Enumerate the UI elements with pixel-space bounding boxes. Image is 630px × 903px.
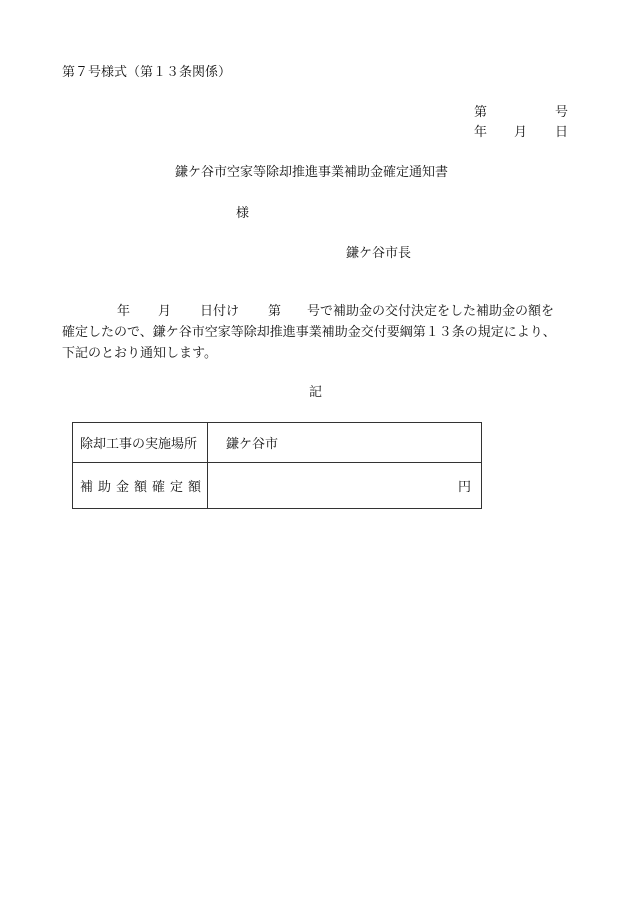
- form-label: 第７号様式（第１３条関係）: [62, 65, 232, 80]
- table-row: [73, 423, 482, 463]
- reference-number-suffix: 号: [555, 105, 569, 120]
- reference-number-prefix: 第: [474, 105, 488, 120]
- body-number-prefix: 第: [268, 304, 282, 319]
- date-year-label: 年: [474, 125, 488, 140]
- body-year-label: 年: [117, 304, 131, 319]
- yen-unit: 円: [457, 480, 471, 495]
- ki-heading: 記: [309, 385, 323, 400]
- document-title: 鎌ケ谷市空家等除却推進事業補助金確定通知書: [175, 165, 449, 180]
- work-location-label: 除却工事の実施場所: [73, 423, 208, 463]
- body-line-2: 確定したので、鎌ケ谷市空家等除却推進事業補助金交付要綱第１３条の規定により、: [62, 325, 556, 340]
- confirmed-amount-value: [208, 463, 482, 509]
- table-row: [73, 463, 482, 509]
- recipient-honorific: 様: [236, 206, 250, 221]
- body-line-3: 下記のとおり通知します。: [62, 346, 217, 361]
- body-line-1-text: 号で補助金の交付決定をした補助金の額を: [307, 304, 555, 319]
- detail-table: [72, 422, 482, 509]
- confirmed-amount-label: 補助金額確定額: [73, 463, 208, 509]
- work-location-value: 鎌ケ谷市: [208, 423, 482, 463]
- date-month-label: 月: [514, 125, 528, 140]
- date-day-label: 日: [555, 125, 569, 140]
- body-month-label: 月: [158, 304, 172, 319]
- body-day-dated-label: 日付け: [200, 304, 240, 319]
- issuer-name: 鎌ケ谷市長: [346, 246, 412, 261]
